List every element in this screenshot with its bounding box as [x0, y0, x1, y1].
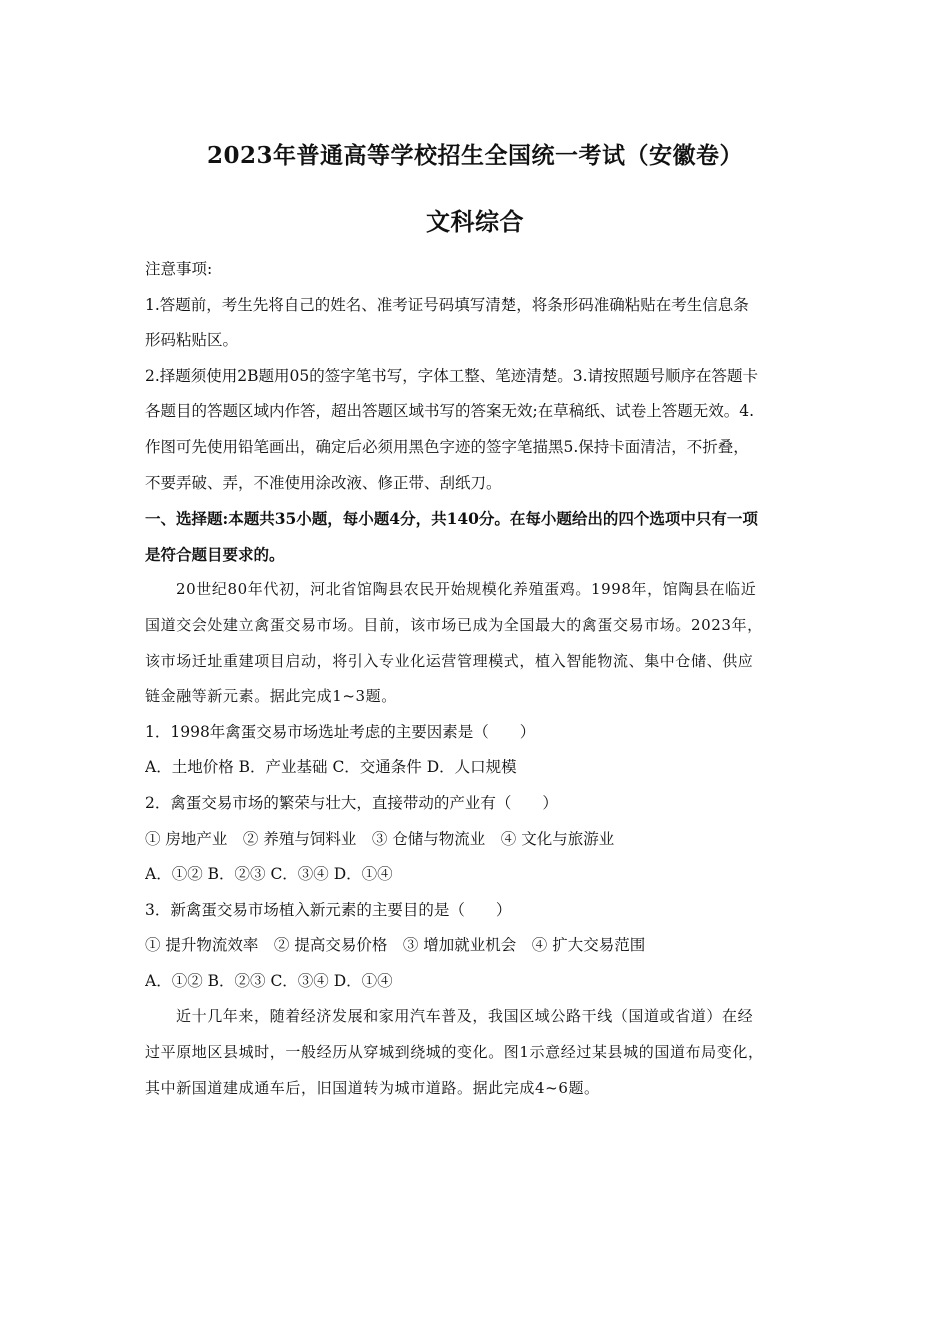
question-stem: 2．禽蛋交易市场的繁荣与壮大，直接带动的产业有（ ）	[145, 793, 558, 812]
question-options: A．土地价格 B．产业基础 C．交通条件 D．人口规模	[145, 758, 517, 777]
notice-line: 2.择题须使用2B题用05的签字笔书写，字体工整、笔迹清楚。3.请按照题号顺序在答题卡	[145, 366, 759, 385]
notice-line: 作图可先使用铅笔画出，确定后必须用黑色字迹的签字笔描黑5.保持卡面清洁，不折叠，	[145, 437, 749, 456]
passage-line: 近十几年来，随着经济发展和家用汽车普及，我国区域公路干线（国道或省道）在经	[176, 1007, 754, 1026]
notice-heading: 注意事项:	[145, 260, 213, 278]
question-items: ① 房地产业 ② 养殖与饲料业 ③ 仓储与物流业 ④ 文化与旅游业	[145, 829, 615, 848]
passage-line: 该市场迁址重建项目启动，将引入专业化运营管理模式，植入智能物流、集中仓储、供应	[145, 651, 754, 670]
passage-line: 20世纪80年代初，河北省馆陶县农民开始规模化养殖蛋鸡。1998年，馆陶县在临近	[176, 580, 757, 599]
notice-line: 各题目的答题区域内作答，超出答题区域书写的答案无效;在草稿纸、试卷上答题无效。4.	[145, 402, 755, 421]
section-heading: 一、选择题:本题共35小题，每小题4分，共140分。在每小题给出的四个选项中只有一项	[145, 509, 758, 529]
exam-content	[145, 252, 805, 1106]
section-heading: 是符合题目要求的。	[145, 544, 285, 564]
question-options: A．①② B．②③ C．③④ D．①④	[145, 971, 393, 990]
page-subtitle: 文科综合	[426, 207, 524, 236]
notice-line: 形码粘贴区。	[145, 331, 239, 350]
page-title: 2023年普通高等学校招生全国统一考试（安徽卷）	[206, 142, 743, 169]
question-items: ① 提升物流效率 ② 提高交易价格 ③ 增加就业机会 ④ 扩大交易范围	[145, 936, 646, 955]
notice-line: 不要弄破、弄，不准使用涂改液、修正带、刮纸刀。	[145, 473, 502, 492]
passage-line: 链金融等新元素。据此完成1~3题。	[145, 687, 397, 706]
passage-line: 国道交会处建立禽蛋交易市场。目前，该市场已成为全国最大的禽蛋交易市场。2023年，	[145, 615, 763, 634]
question-stem: 1．1998年禽蛋交易市场选址考虑的主要因素是（ ）	[145, 722, 536, 741]
question-options: A．①② B．②③ C．③④ D．①④	[145, 865, 393, 884]
notice-line: 1.答题前，考生先将自己的姓名、准考证号码填写清楚，将条形码准确粘贴在考生信息条	[145, 295, 749, 314]
passage-line: 过平原地区县城时，一般经历从穿城到绕城的变化。图1示意经过某县城的国道布局变化，	[145, 1043, 764, 1062]
question-stem: 3．新禽蛋交易市场植入新元素的主要目的是（ ）	[145, 900, 512, 919]
passage-line: 其中新国道建成通车后，旧国道转为城市道路。据此完成4~6题。	[145, 1078, 600, 1097]
